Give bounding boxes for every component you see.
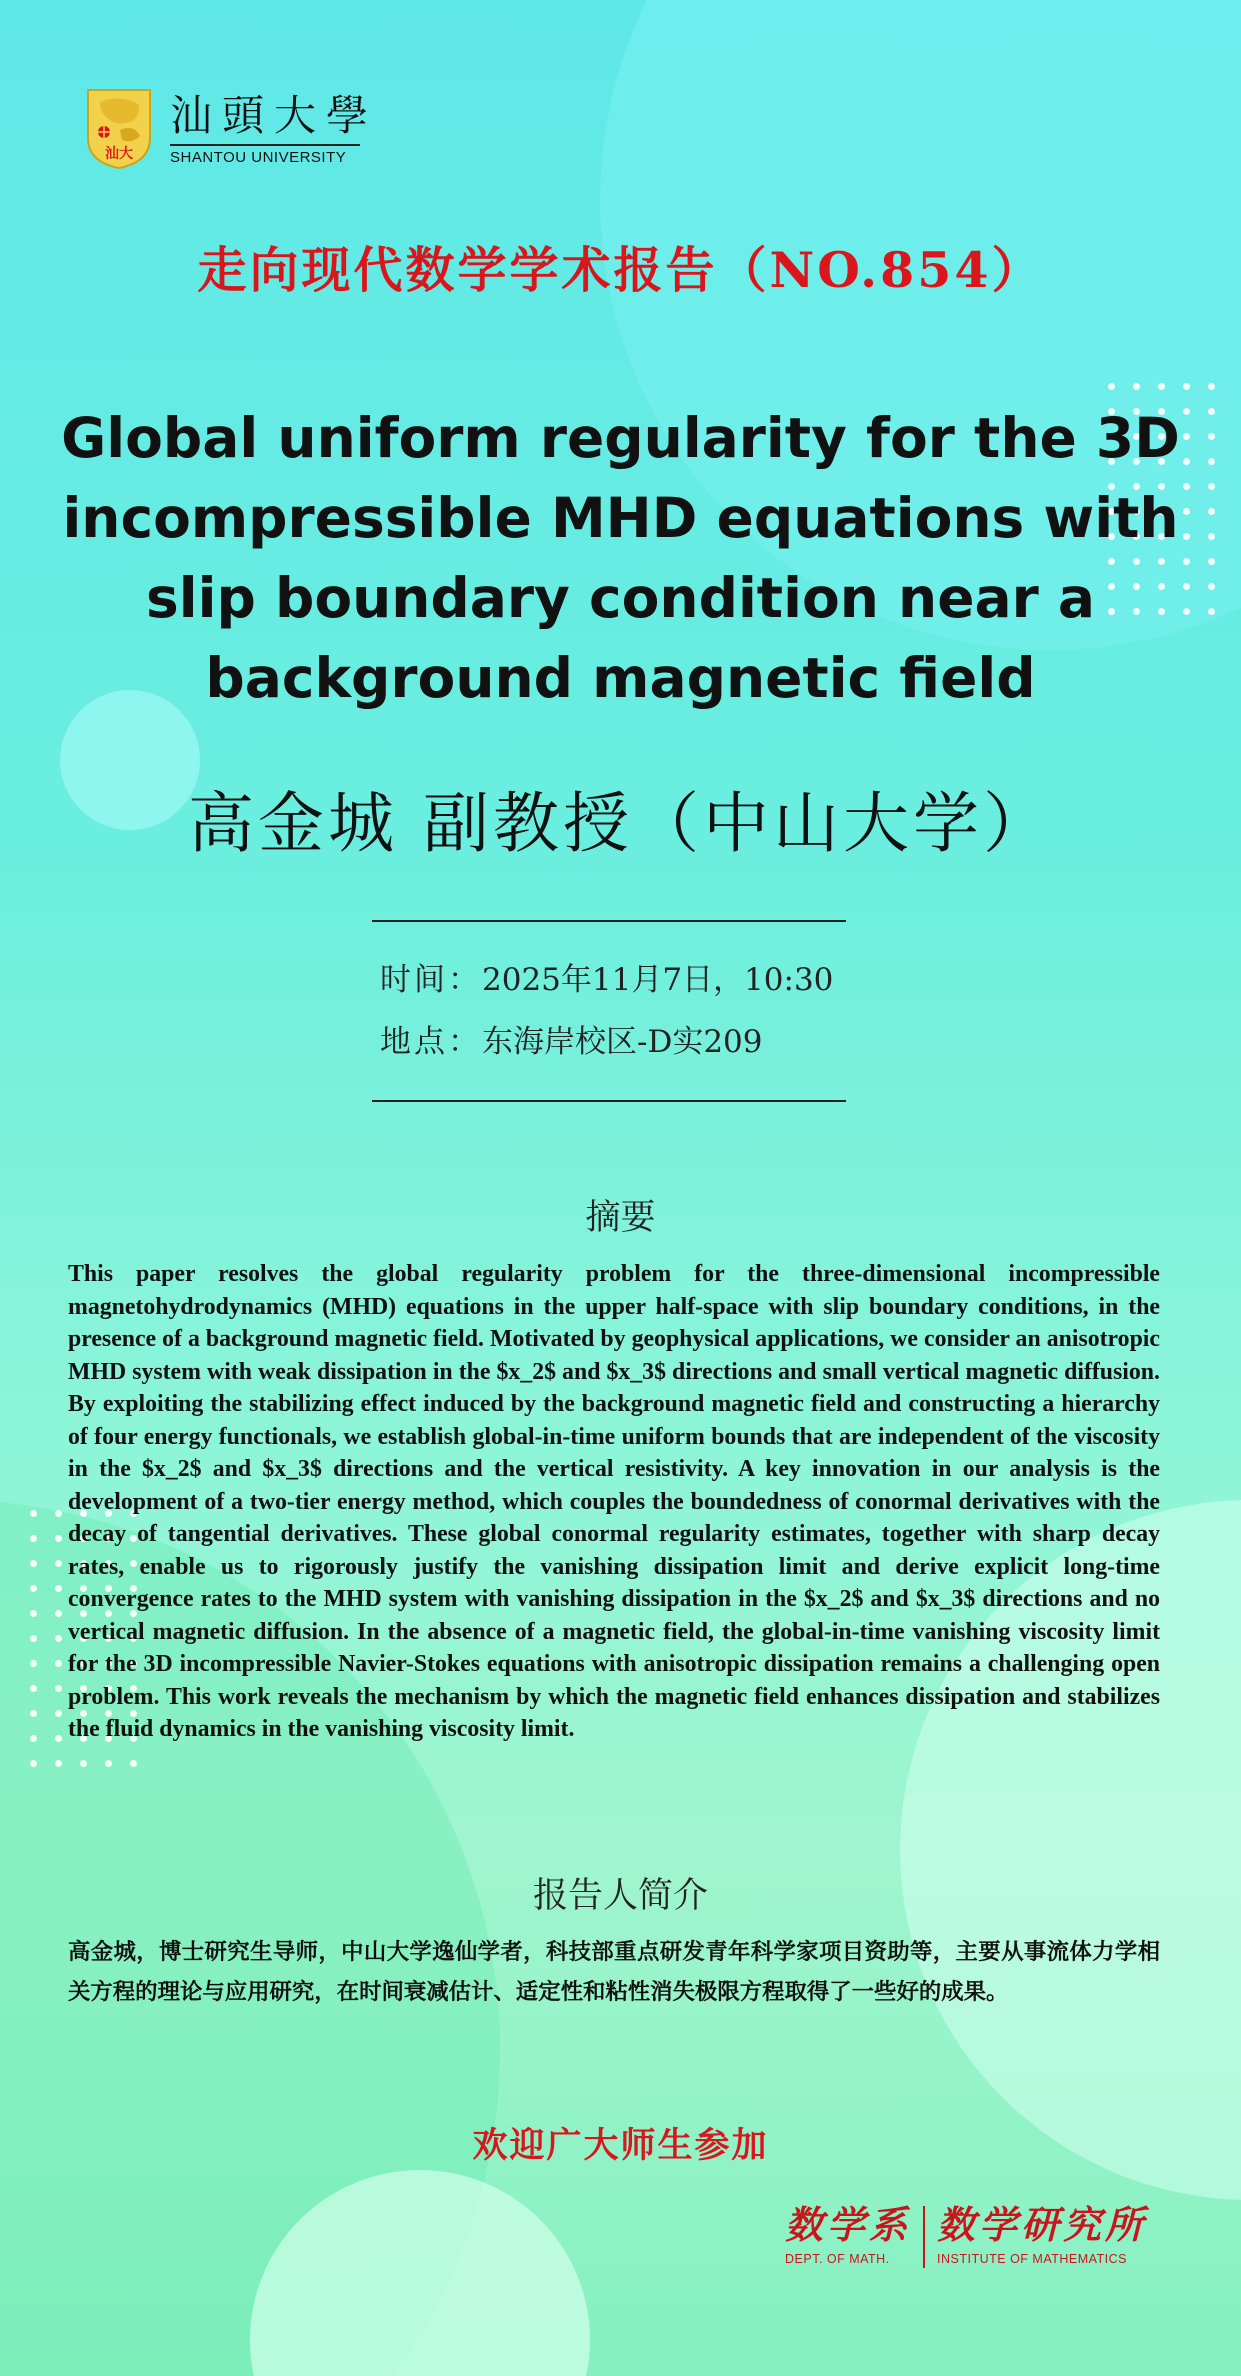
speaker: 高金城 副教授（中山大学） [188, 785, 1053, 862]
decorative-dot [1108, 383, 1115, 390]
decorative-dot [55, 1710, 62, 1717]
bio-heading: 报告人简介 [532, 1876, 708, 1916]
institute-name-cn: 数学研究所 [937, 2202, 1148, 2247]
logo-divider [170, 144, 360, 146]
decorative-dot [30, 1685, 37, 1692]
talk-title: Global uniform regularity for the 3D incompressible MHD equations with slip boundary condition near a background magnetic field [61, 406, 1180, 710]
time-label: 时间： [380, 962, 482, 998]
location-label: 地点： [380, 1024, 482, 1060]
time-row [380, 954, 833, 999]
divider-bottom [372, 1100, 846, 1102]
decorative-dot [55, 1560, 62, 1567]
time-value: 2025年11月7日，10:30 [482, 962, 834, 998]
university-logo [80, 86, 378, 170]
decorative-dot [1133, 383, 1140, 390]
decorative-dot [30, 1560, 37, 1567]
bio-text: 高金城，博士研究生导师，中山大学逸仙学者，科技部重点研发青年科学家项目资助等，主要从事流体力学相关方程的理论与应用研究，在时间衰减估计、适定性和粘性消失极限方程取得了一些好的成果。 [68, 1939, 1160, 2005]
abstract-text: This paper resolves the global regularity problem for the three-dimensional incompressible magnetohydrodynamics (MHD) equations in the upper half-space with slip boundary conditions, in the presence of a background magnetic field. Motivated by geophysical applications, we consider an anisotropic MHD system with weak dissipation in the $x_2$ and $x_3$ directions and small vertical magnetic diffusion. By exploiting the stabilizing effect induced by the background magnetic field and constructing a hierarchy of four energy functionals, we establish global-in-time uniform bounds that are independent of the viscosity in the $x_2$ and $x_3$ directions and the vertical resistivity. A key innovation in our analysis is the development of a two-tier energy method, which couples the boundedness of conormal derivatives with the decay of tangential derivatives. These global conormal regularity estimates, together with sharp decay rates, enable us to rigorously justify the vanishing dissipation limit and derive explicit long-time convergence rates to the MHD system with vanishing dissipation in the $x_2$ and $x_3$ directions and no vertical magnetic diffusion. In the absence of a magnetic field, the global-in-time vanishing viscosity limit for the 3D incompressible Navier-Stokes equations with anisotropic dissipation remains a challenging open problem. This work reveals the mechanism by which the magnetic field enhances dissipation and stabilizes the fluid dynamics in the vanishing viscosity limit. [68, 1261, 1160, 1742]
decorative-dot [55, 1760, 62, 1767]
dept-divider [923, 2206, 925, 2268]
decorative-dot [55, 1585, 62, 1592]
decorative-dot [55, 1510, 62, 1517]
decorative-dot [30, 1735, 37, 1742]
abstract-heading: 摘要 [585, 1198, 656, 1238]
series-title: 走向现代数学学术报告（NO.854） [197, 241, 1044, 299]
department-logo [785, 2202, 1147, 2268]
decorative-dot [30, 1535, 37, 1542]
decorative-dot [55, 1610, 62, 1617]
divider-top [372, 920, 846, 922]
institute-name-en: INSTITUTE OF MATHEMATICS [937, 2252, 1128, 2266]
decorative-dot [1183, 383, 1190, 390]
location-row [380, 1016, 763, 1061]
university-name-en: SHANTOU UNIVERSITY [170, 149, 347, 166]
decorative-dot [55, 1660, 62, 1667]
decorative-dot [80, 1760, 87, 1767]
dept-name-en: DEPT. OF MATH. [785, 2252, 890, 2266]
decorative-dot [30, 1635, 37, 1642]
decorative-dot [30, 1710, 37, 1717]
decorative-dot [30, 1660, 37, 1667]
decorative-dot [130, 1760, 137, 1767]
welcome-text: 欢迎广大师生参加 [472, 2125, 769, 2166]
dept-name-cn: 数学系 [785, 2202, 912, 2247]
decorative-dot [1158, 383, 1165, 390]
decorative-dot [105, 1760, 112, 1767]
decorative-dot [55, 1735, 62, 1742]
shantou-university-emblem-icon [80, 86, 158, 170]
decorative-dot [30, 1610, 37, 1617]
university-name-cn: 汕頭大學 [170, 91, 379, 140]
decorative-dot [30, 1585, 37, 1592]
decorative-dot [30, 1760, 37, 1767]
decorative-dot [55, 1685, 62, 1692]
emblem-text: 汕大 [105, 146, 133, 162]
decorative-dot [55, 1535, 62, 1542]
location-value: 东海岸校区-D实209 [482, 1024, 763, 1060]
decorative-dot [1208, 383, 1215, 390]
decorative-dot [55, 1635, 62, 1642]
decorative-dot [30, 1510, 37, 1517]
